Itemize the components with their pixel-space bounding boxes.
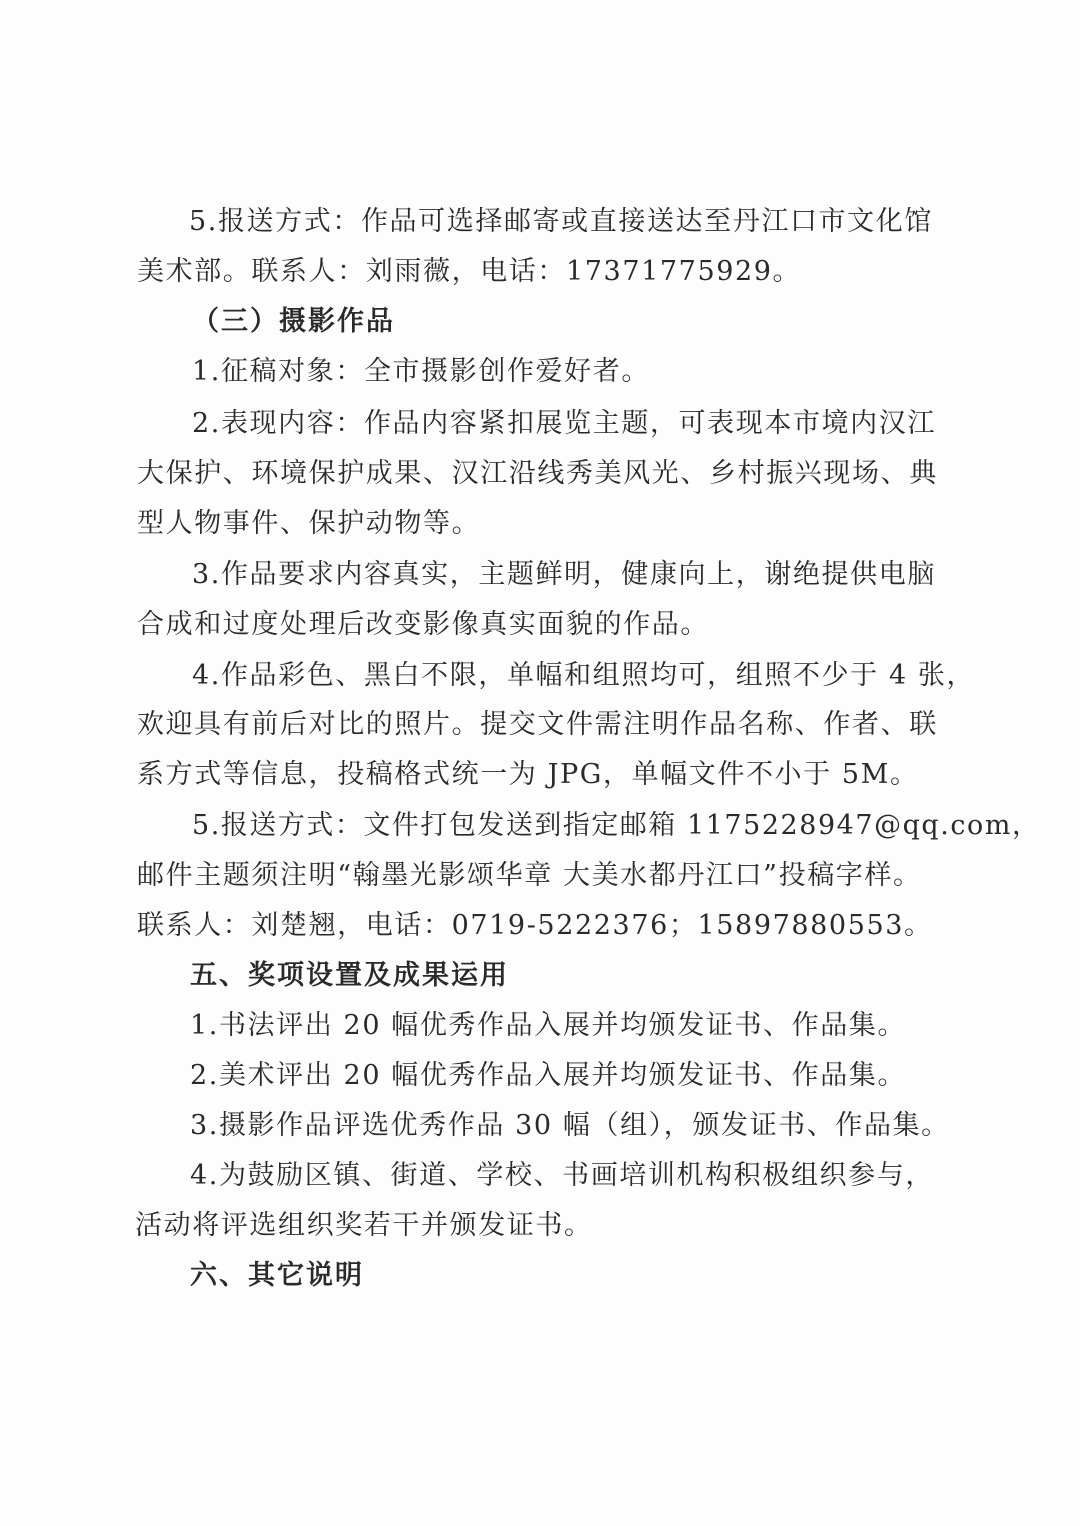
photo-item-1: 1.征稿对象：全市摄影创作爱好者。: [192, 356, 650, 387]
art-submit-line-2: 美术部。联系人：刘雨薇，电话：17371775929。: [137, 256, 802, 287]
awards-section-heading: 五、奖项设置及成果运用: [190, 960, 509, 991]
award-item-4-line-1: 4.为鼓励区镇、街道、学校、书画培训机构积极组织参与，: [190, 1160, 934, 1191]
award-item-4-line-2: 活动将评选组织奖若干并颁发证书。: [135, 1210, 593, 1241]
photo-item-4-line-1: 4.作品彩色、黑白不限，单幅和组照均可，组照不少于 4 张，: [192, 660, 976, 691]
photo-item-2-line-3: 型人物事件、保护动物等。: [137, 508, 481, 539]
photo-item-4-line-3: 系方式等信息，投稿格式统一为 JPG，单幅文件不小于 5M。: [137, 759, 919, 790]
award-item-1: 1.书法评出 20 幅优秀作品入展并均颁发证书、作品集。: [190, 1010, 907, 1041]
photo-item-5-line-2: 邮件主题须注明“翰墨光影颂华章 大美水都丹江口”投稿字样。: [137, 860, 922, 891]
photo-item-5-line-3: 联系人：刘楚翘，电话：0719-5222376；15897880553。: [137, 910, 933, 941]
photo-item-3-line-2: 合成和过度处理后改变影像真实面貌的作品。: [137, 609, 709, 640]
award-item-2: 2.美术评出 20 幅优秀作品入展并均颁发证书、作品集。: [190, 1060, 907, 1091]
photo-item-3-line-1: 3.作品要求内容真实，主题鲜明，健康向上，谢绝提供电脑: [192, 559, 936, 590]
photo-item-5-line-1: 5.报送方式：文件打包发送到指定邮箱 1175228947@qq.com，: [192, 810, 1041, 841]
photo-item-2-line-1: 2.表现内容：作品内容紧扣展览主题，可表现本市境内汉江: [192, 408, 936, 439]
photo-item-4-line-2: 欢迎具有前后对比的照片。提交文件需注明作品名称、作者、联: [137, 709, 938, 740]
other-notes-heading: 六、其它说明: [190, 1260, 364, 1291]
photo-section-heading: （三）摄影作品: [192, 306, 395, 337]
art-submit-line-1: 5.报送方式：作品可选择邮寄或直接送达至丹江口市文化馆: [189, 206, 933, 237]
photo-item-2-line-2: 大保护、环境保护成果、汉江沿线秀美风光、乡村振兴现场、典: [137, 458, 938, 489]
award-item-3: 3.摄影作品评选优秀作品 30 幅（组），颁发证书、作品集。: [190, 1110, 950, 1141]
